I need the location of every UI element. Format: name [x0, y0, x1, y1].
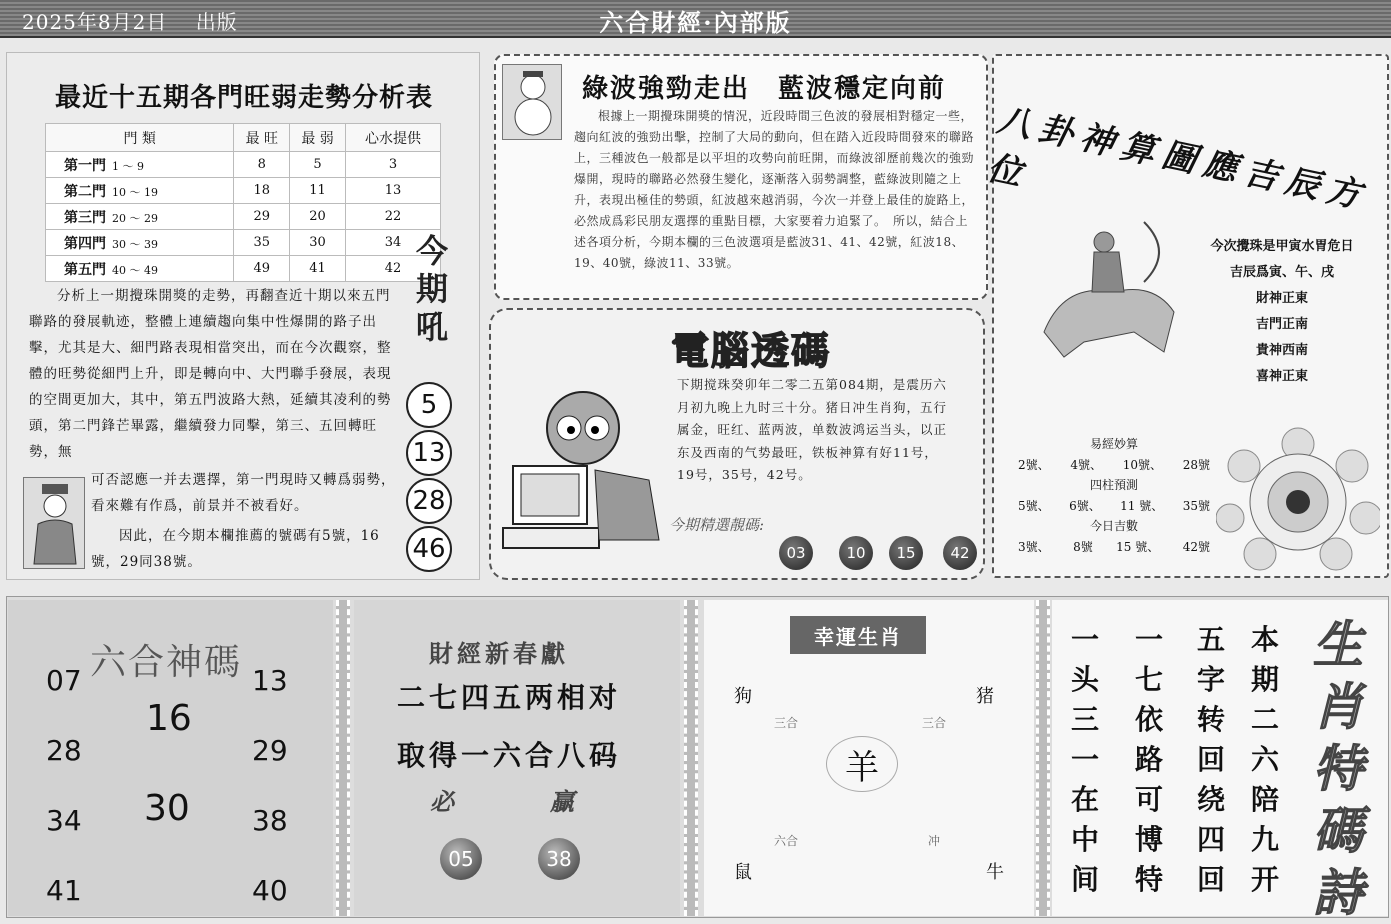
jishu-num: 15 號、: [1116, 539, 1160, 554]
cartoon-computer-icon: [499, 390, 669, 560]
yijing-num: 28號: [1182, 457, 1210, 472]
zodiac-ox: 牛: [986, 862, 1004, 883]
selected-numbers-label: 今期精選靚碼:: [669, 516, 765, 534]
code-number: 29: [252, 734, 288, 767]
door-name-cell: 第二門 10 ～ 19: [46, 178, 234, 204]
relation-sanhe: 三合: [774, 716, 799, 730]
jishu-num: 8號: [1073, 539, 1093, 554]
yijing-num: 4號、: [1070, 457, 1102, 472]
max-cell: 35: [234, 230, 290, 256]
shout-number: 28: [406, 478, 452, 524]
tip-cell: 34: [345, 230, 440, 256]
info-line: 吉門正南: [1255, 317, 1308, 332]
jishu-num: 42號: [1182, 539, 1210, 554]
info-line: 貴神西南: [1255, 343, 1308, 358]
sizhu-num: 35號: [1182, 498, 1210, 513]
analysis-paragraph-2: 可否認應一并去選擇，第一門現時又轉爲弱勢，看來難有作爲，前景并不被看好。: [91, 472, 396, 514]
door-name-cell: 第三門 20 ～ 29: [46, 204, 234, 230]
lucky-zodiac-tag: 幸運生肖: [790, 616, 926, 654]
masthead-title: 六合財經·內部版: [599, 8, 792, 37]
lucky-zodiac-panel: [704, 600, 1034, 916]
tip-cell: 3: [345, 152, 440, 178]
computer-paragraph: 下期搅珠癸卯年二零二五第084期，是震历六月初九晚上九时三十分。猪日冲生肖狗，五行属金，旺红、蓝两波，单数波鸿运当头，以正东及西南的气势最旺，铁板神算有好11号，19号，35号，42号。: [677, 377, 948, 482]
relation-liuhe: 六合: [774, 834, 799, 848]
auspicious-info: [1190, 234, 1374, 390]
relation-chong: 冲: [928, 834, 941, 848]
shen-ma-title: 六合神碼: [90, 642, 243, 683]
computer-panel: [489, 308, 985, 580]
divider: [336, 600, 350, 916]
table-row: [46, 178, 441, 204]
info-line: 財神正東: [1255, 291, 1308, 306]
poem-column: 本 期 二 六 陪 九 开: [1250, 623, 1279, 896]
code-number-center: 16: [146, 698, 192, 739]
info-line: 今次攪珠是甲寅水胃危日: [1210, 239, 1354, 254]
computer-title: 電腦透碼: [671, 329, 832, 373]
page-header: [0, 0, 1391, 38]
door-trend-title: 最近十五期各門旺弱走勢分析表: [54, 83, 433, 113]
col-header: 最 弱: [290, 124, 346, 152]
shout-number: 5: [406, 382, 452, 428]
info-line: 吉辰爲寅、午、戌: [1229, 265, 1334, 280]
win-ball: 05: [440, 838, 482, 880]
bagua-panel: [983, 54, 1389, 578]
door-trend-table: [45, 123, 441, 282]
min-cell: 30: [290, 230, 346, 256]
selected-ball: 03: [779, 536, 813, 570]
prediction-block: [1014, 434, 1214, 557]
couplet-line-1: 二七四五两相对: [396, 681, 621, 714]
info-line: 喜神正東: [1255, 369, 1308, 384]
wave-panel: [494, 54, 988, 300]
bi-label: 必: [430, 787, 454, 816]
deity-figure: [23, 477, 85, 569]
poem-panel: [1052, 600, 1388, 922]
sizhu-title: 四柱預測: [1089, 478, 1138, 492]
yijing-title: 易經妙算: [1089, 437, 1138, 451]
col-header: 門 類: [46, 124, 234, 152]
bagua-wheel-icon: [1216, 422, 1380, 572]
win-ball: 38: [538, 838, 580, 880]
code-number: 38: [252, 804, 288, 837]
table-row: [46, 204, 441, 230]
couplet-line-2: 取得一六合八码: [396, 739, 621, 772]
sizhu-num: 5號、: [1018, 498, 1050, 513]
bagua-title: 八卦神算圖應吉辰方位: [983, 99, 1373, 218]
door-name-cell: 第五門 40 ～ 49: [46, 256, 234, 282]
selected-ball: 10: [839, 536, 873, 570]
xin-chun-title: 財經新春獻: [429, 639, 569, 668]
deity-illustration-icon: [24, 478, 86, 570]
max-cell: 29: [234, 204, 290, 230]
code-number: 13: [252, 664, 288, 697]
code-number-center: 30: [144, 788, 190, 829]
publish-date: 2025年8月2日 出版: [22, 10, 238, 34]
yijing-num: 2號、: [1018, 457, 1050, 472]
zodiac-center-sheep: 羊: [826, 736, 898, 792]
tip-cell: 42: [345, 256, 440, 282]
relation-sanhe: 三合: [922, 716, 947, 730]
door-name-cell: 第一門 1 ～ 9: [46, 152, 234, 178]
code-number: 41: [46, 874, 82, 907]
yijing-num: 10號、: [1122, 457, 1162, 472]
poem-column: 一 头 三 一 在 中 间: [1070, 623, 1099, 896]
code-number: 34: [46, 804, 82, 837]
tip-cell: 13: [345, 178, 440, 204]
sizhu-num: 6號、: [1069, 498, 1101, 513]
col-header: 最 旺: [234, 124, 290, 152]
poem-big-title: 生 肖 特 碼 詩: [1313, 615, 1363, 922]
recommend-paragraph: 因此，在今期本欄推薦的號碼有5號，16號，29同38號。: [91, 528, 380, 570]
min-cell: 20: [290, 204, 346, 230]
col-header: 心水提供: [345, 124, 440, 152]
poem-column: 五 字 转 回 绕 四 回: [1196, 623, 1225, 896]
code-number: 28: [46, 734, 82, 767]
code-number: 07: [46, 664, 82, 697]
max-cell: 8: [234, 152, 290, 178]
archer-rider-icon: [1024, 212, 1194, 362]
divider: [684, 600, 698, 916]
wave-paragraph: 根據上一期攪珠開獎的情況，近段時間三色波的發展相對穩定一些，趨向紅波的強勁出擊，控制了大局的動向，但在踏入近段時間發來的聯路上，三種波色一般都是以平坦的攻勢向前旺開，而綠波卻歷前幾次的強勁爆開，現時的聯路必然發生變化，逐漸落入弱勢調整，藍綠波則隨之上升，表現出極佳的勢頭，紅波越來越消弱，今次一并登上最佳的旋路上，必然成爲彩民朋友選擇的重點目標，大家要着力追緊了。 所以，結合上述各項分析，今期本欄的三色波選項是藍波31、41、42號，紅波18、19、40號，綠波11、33號。: [574, 109, 975, 270]
divider: [1036, 600, 1050, 916]
table-row: [46, 152, 441, 178]
wave-title: 綠波強勁走出 藍波穩定向前: [582, 74, 947, 104]
xin-chun-panel: [354, 600, 680, 916]
zodiac-pig: 猪: [976, 686, 994, 707]
code-number: 40: [252, 874, 288, 907]
table-row: [46, 256, 441, 282]
zodiac-dog: 狗: [734, 686, 752, 707]
min-cell: 41: [290, 256, 346, 282]
min-cell: 11: [290, 178, 346, 204]
shout-number: 13: [406, 430, 452, 476]
sizhu-num: 11 號、: [1120, 498, 1164, 513]
shout-number: 46: [406, 526, 452, 572]
selected-ball: 42: [943, 536, 977, 570]
max-cell: 49: [234, 256, 290, 282]
max-cell: 18: [234, 178, 290, 204]
table-row: [46, 230, 441, 256]
door-name-cell: 第四門 30 ～ 39: [46, 230, 234, 256]
ying-label: 贏: [550, 787, 574, 816]
tip-cell: 22: [345, 204, 440, 230]
poem-column: 一 七 依 路 可 博 特: [1134, 623, 1163, 896]
zodiac-rat: 鼠: [734, 862, 752, 883]
jishu-num: 3號、: [1018, 539, 1050, 554]
jishu-title: 今日吉數: [1089, 519, 1138, 533]
min-cell: 5: [290, 152, 346, 178]
shen-ma-panel: [8, 600, 333, 916]
shout-label: 今 期 吼: [415, 232, 448, 346]
analysis-paragraph: 分析上一期攪珠開獎的走勢，再翻查近十期以來五門聯路的發展軌迹，整體上連續趨向集中性爆開的路子出擊，尤其是大、細門路表現相當突出，而在今次觀察，整體的旺勢從細門上升，即是轉向中、大門聯手發展，表現的空間更加大，其中，第五門波路大熱，延續其凌利的勢頭，第二門鋒芒畢露，繼續發力同擊，第三、五回轉旺勢，無: [29, 288, 392, 460]
selected-ball: 15: [889, 536, 923, 570]
